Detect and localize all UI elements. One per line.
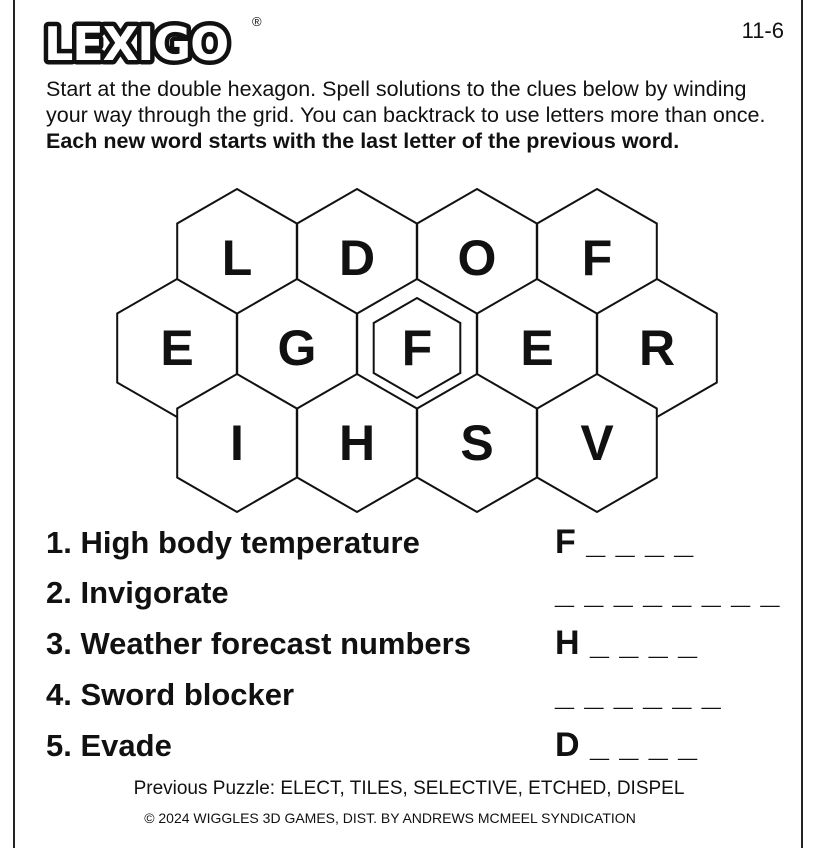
answer-start-letter: F <box>555 523 577 561</box>
lexigo-logo <box>42 12 272 72</box>
answer-blanks: _ _ _ _ <box>586 523 694 561</box>
previous-puzzle: Previous Puzzle: ELECT, TILES, SELECTIVE, ETCHED, DISPEL <box>133 778 685 799</box>
answer-blanks: _ _ _ _ _ _ <box>555 675 722 713</box>
clue-1 <box>46 525 420 561</box>
answer-slot-3[interactable] <box>555 624 698 663</box>
clue-number: 5. <box>46 728 72 763</box>
clue-number: 2. <box>46 575 72 610</box>
clue-4 <box>46 677 294 713</box>
clue-text: Sword blocker <box>80 677 295 712</box>
puzzle-id: 11-6 <box>741 18 784 43</box>
hex-letter: R <box>638 320 676 376</box>
answer-blanks: _ _ _ _ <box>590 726 698 764</box>
answer-slot-5[interactable] <box>555 726 698 765</box>
hex-letter: D <box>338 230 376 286</box>
clue-text: Evade <box>80 728 172 763</box>
instructions <box>46 76 776 154</box>
hex-letter: E <box>160 320 194 376</box>
hex-letter: E <box>520 320 554 376</box>
hex-letter: O <box>457 230 497 286</box>
clue-text: Invigorate <box>80 575 229 610</box>
clue-text: High body temperature <box>80 525 420 560</box>
clue-text: Weather forecast numbers <box>80 626 471 661</box>
clue-5 <box>46 728 172 764</box>
answer-start-letter: H <box>555 624 581 662</box>
hex-letter: V <box>580 415 614 471</box>
answer-slot-4[interactable] <box>555 675 721 714</box>
registered-mark: ® <box>252 14 262 29</box>
answer-slot-2[interactable] <box>555 573 780 612</box>
answer-slot-1[interactable] <box>555 523 694 562</box>
answer-blanks: _ _ _ _ _ _ _ _ <box>555 573 780 611</box>
clue-number: 4. <box>46 677 72 712</box>
hex-letter: F <box>581 230 613 286</box>
instructions-bold-text: Each new word starts with the last letter of the previous word. <box>46 129 680 153</box>
clue-2 <box>46 575 229 611</box>
hex-letter: F <box>401 320 433 376</box>
hex-letter: G <box>277 320 317 376</box>
hex-letter: H <box>338 415 376 471</box>
copyright: © 2024 WIGGLES 3D GAMES, DIST. BY ANDREWS MCMEEL SYNDICATION <box>144 810 636 826</box>
hex-letter: I <box>230 415 244 471</box>
hex-letter: L <box>221 230 253 286</box>
logo-letters: LEXIGO <box>44 17 229 71</box>
hex-letter: S <box>460 415 494 471</box>
clue-3 <box>46 626 471 662</box>
answer-start-letter: D <box>555 726 581 764</box>
clue-number: 1. <box>46 525 72 560</box>
instructions-text: Start at the double hexagon. Spell solutions to the clues below by winding your way through the grid. You can backtrack to use letters more than once. <box>46 77 766 127</box>
answer-blanks: _ _ _ _ <box>590 624 698 662</box>
clue-number: 3. <box>46 626 72 661</box>
